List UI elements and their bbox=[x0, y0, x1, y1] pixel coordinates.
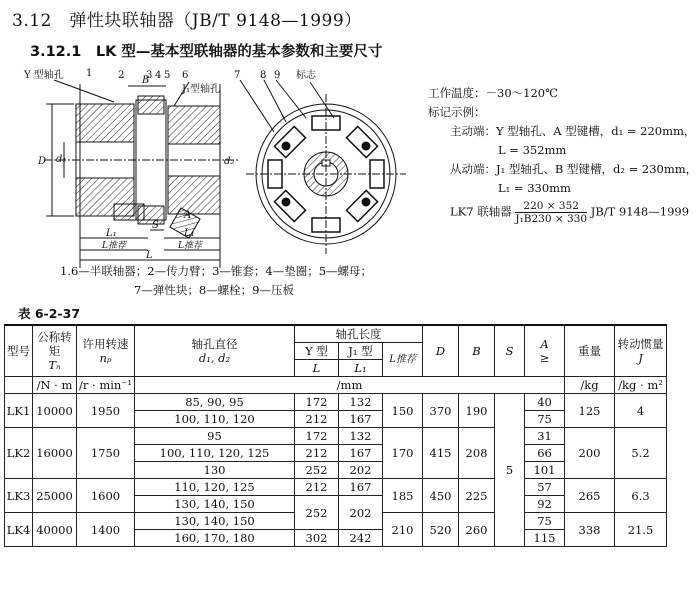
cell-A: 40 bbox=[525, 394, 565, 411]
cell-inertia: 5.2 bbox=[615, 428, 667, 479]
cell-weight: 125 bbox=[565, 394, 615, 428]
cell-speed: 1400 bbox=[77, 513, 135, 547]
cell-L1: 167 bbox=[339, 479, 383, 496]
label-n8: 8 bbox=[260, 70, 267, 81]
cell-torque: 16000 bbox=[33, 428, 77, 479]
cell-weight: 200 bbox=[565, 428, 615, 479]
cell-D: 450 bbox=[423, 479, 459, 513]
cell-L: 212 bbox=[295, 479, 339, 496]
th-A-label: A bbox=[540, 337, 549, 351]
th-speed bbox=[77, 325, 135, 377]
cell-inertia: 6.3 bbox=[615, 479, 667, 513]
cell-D: 370 bbox=[423, 394, 459, 428]
cell-L: 172 bbox=[295, 428, 339, 445]
cell-bore: 110, 120, 125 bbox=[135, 479, 295, 496]
marking-example bbox=[428, 200, 697, 225]
driven-end-2: L₁ = 330mm bbox=[498, 181, 571, 195]
cell-torque: 40000 bbox=[33, 513, 77, 547]
cell-A: 31 bbox=[525, 428, 565, 445]
header-row-1 bbox=[5, 325, 667, 343]
th-j1: J₁ 型 bbox=[339, 343, 383, 360]
th-weight: 重量 bbox=[565, 325, 615, 377]
cell-L1: 202 bbox=[339, 462, 383, 479]
label-j1-hole: J₁型轴孔 bbox=[182, 84, 221, 95]
subsection-heading: 3.12.1 LK 型—基本型联轴器的基本参数和主要尺寸 bbox=[30, 44, 383, 60]
cell-bore: 130, 140, 150 bbox=[135, 513, 295, 530]
th-bore bbox=[135, 325, 295, 377]
cell-bore: 160, 170, 180 bbox=[135, 530, 295, 547]
cell-A: 92 bbox=[525, 496, 565, 513]
cell-Lrec: 150 bbox=[383, 394, 423, 428]
th-A-ge: ≥ bbox=[539, 351, 550, 365]
cell-L1: 132 bbox=[339, 394, 383, 411]
spec-table bbox=[4, 324, 667, 547]
th-bore-symbol: d₁, d₂ bbox=[198, 351, 231, 365]
label-n7: 7 bbox=[234, 70, 241, 81]
th-inertia-label: 转动惯量 bbox=[617, 337, 664, 351]
working-temp: 工作温度：－30～120℃ bbox=[428, 86, 558, 100]
cell-L: 212 bbox=[295, 445, 339, 462]
unit-inertia: /kg · m² bbox=[615, 377, 667, 394]
th-torque-label: 公称转矩 bbox=[37, 330, 72, 358]
cell-weight: 265 bbox=[565, 479, 615, 513]
th-A bbox=[525, 325, 565, 377]
label-n9: 9 bbox=[274, 70, 281, 81]
cell-inertia: 4 bbox=[615, 394, 667, 428]
th-y: Y 型 bbox=[295, 343, 339, 360]
cell-weight: 338 bbox=[565, 513, 615, 547]
label-d1: d₁ bbox=[56, 154, 67, 165]
label-n6: 6 bbox=[182, 70, 189, 81]
front-view bbox=[240, 80, 406, 254]
cell-A: 75 bbox=[525, 411, 565, 428]
cell-A: 101 bbox=[525, 462, 565, 479]
cell-A: 115 bbox=[525, 530, 565, 547]
cell-speed: 1600 bbox=[77, 479, 135, 513]
table-row bbox=[5, 394, 667, 403]
drive-end-2: L = 352mm bbox=[498, 143, 567, 157]
cell-L1: 132 bbox=[339, 428, 383, 445]
cell-A: 66 bbox=[525, 445, 565, 462]
label-L1-right: L₁ bbox=[184, 228, 195, 239]
cell-speed: 1750 bbox=[77, 428, 135, 479]
label-n4: 4 bbox=[155, 70, 162, 81]
cell-L: 252 bbox=[295, 462, 339, 479]
label-L: L bbox=[146, 250, 153, 261]
label-y-hole: Y 型轴孔 bbox=[24, 70, 64, 81]
label-L1-left: L₁ bbox=[106, 228, 117, 239]
table-row bbox=[5, 479, 667, 488]
section-heading: 3.12 弹性块联轴器（JB/T 9148—1999） bbox=[12, 11, 362, 31]
caption-line-1: 1.6—半联轴器；2—传力臂；3—锥套；4—垫圈；5—螺母； bbox=[60, 264, 373, 278]
example-title: 标记示例： bbox=[428, 105, 486, 119]
th-B: B bbox=[459, 325, 495, 377]
driven-end-1: 从动端：J₁ 型轴孔、B 型键槽，d₂ = 230mm， bbox=[450, 162, 697, 176]
cell-bore: 100, 110, 120 bbox=[135, 411, 295, 428]
th-L: L bbox=[295, 360, 339, 377]
th-S: S bbox=[495, 325, 525, 377]
unit-empty bbox=[5, 377, 33, 394]
cell-L1: 242 bbox=[339, 530, 383, 547]
mark-prefix: LK7 联轴器 bbox=[450, 204, 512, 219]
cell-torque: 25000 bbox=[33, 479, 77, 513]
th-model: 型号 bbox=[5, 325, 33, 377]
th-inertia bbox=[615, 325, 667, 377]
cell-model: LK1 bbox=[5, 394, 33, 428]
caption-line-2: 7—弹性块；8—螺栓；9—压板 bbox=[134, 283, 294, 297]
table-row bbox=[5, 428, 667, 437]
drive-end-1: 主动端：Y 型轴孔、A 型键槽，d₁ = 220mm， bbox=[450, 124, 696, 138]
label-n3: 3 bbox=[146, 70, 153, 81]
cell-torque: 10000 bbox=[33, 394, 77, 428]
cell-A: 57 bbox=[525, 479, 565, 496]
cell-L1: 167 bbox=[339, 411, 383, 428]
cell-B: 225 bbox=[459, 479, 495, 513]
th-torque bbox=[33, 325, 77, 377]
th-D: D bbox=[423, 325, 459, 377]
label-D: D bbox=[38, 156, 47, 167]
label-Lrec-left: L推荐 bbox=[102, 241, 126, 251]
cell-L-merged: 252 bbox=[295, 496, 339, 530]
coupling-drawing bbox=[24, 62, 424, 262]
table-label: 表 6-2-37 bbox=[18, 306, 81, 321]
cell-B: 190 bbox=[459, 394, 495, 428]
th-L1: L₁ bbox=[339, 360, 383, 377]
cell-S: 5 bbox=[495, 394, 525, 547]
cell-B: 260 bbox=[459, 513, 495, 547]
cell-Lrec: 170 bbox=[383, 428, 423, 479]
th-length: 轴孔长度 bbox=[295, 325, 423, 343]
th-torque-symbol: Tₙ bbox=[48, 358, 61, 372]
th-bore-label: 轴孔直径 bbox=[191, 337, 238, 351]
th-speed-label: 许用转速 bbox=[82, 337, 129, 351]
unit-row bbox=[5, 377, 667, 394]
th-speed-symbol: nₚ bbox=[99, 351, 112, 365]
cell-model: LK2 bbox=[5, 428, 33, 479]
unit-speed: /r · min⁻¹ bbox=[77, 377, 135, 394]
unit-torque: /N · m bbox=[33, 377, 77, 394]
cell-inertia: 21.5 bbox=[615, 513, 667, 547]
cell-L: 172 bbox=[295, 394, 339, 411]
mark-numerator: 220 × 352 bbox=[515, 200, 587, 213]
cell-bore: 130 bbox=[135, 462, 295, 479]
cell-D: 520 bbox=[423, 513, 459, 547]
th-Lrec: L推荐 bbox=[383, 343, 423, 377]
spec-table-body bbox=[5, 394, 667, 547]
notes-block bbox=[428, 84, 697, 225]
cell-bore: 85, 90, 95 bbox=[135, 394, 295, 411]
label-Lrec-right: L推荐 bbox=[178, 241, 202, 251]
cell-L: 302 bbox=[295, 530, 339, 547]
label-A: A bbox=[184, 210, 192, 221]
label-n5: 5 bbox=[164, 70, 171, 81]
cell-bore: 100, 110, 120, 125 bbox=[135, 445, 295, 462]
cell-speed: 1950 bbox=[77, 394, 135, 428]
cell-A: 75 bbox=[525, 513, 565, 530]
label-B: B bbox=[142, 75, 150, 86]
label-S: S bbox=[152, 220, 159, 231]
cell-Lrec: 210 bbox=[383, 513, 423, 547]
th-inertia-symbol: J bbox=[638, 351, 643, 365]
cell-model: LK3 bbox=[5, 479, 33, 513]
cell-model: LK4 bbox=[5, 513, 33, 547]
cell-bore: 95 bbox=[135, 428, 295, 445]
cell-L: 212 bbox=[295, 411, 339, 428]
cell-L1: 167 bbox=[339, 445, 383, 462]
cell-bore: 130, 140, 150 bbox=[135, 496, 295, 513]
label-mark: 标志 bbox=[296, 70, 316, 81]
label-n1: 1 bbox=[86, 68, 93, 79]
cell-D: 415 bbox=[423, 428, 459, 479]
label-n2: 2 bbox=[118, 70, 125, 81]
mark-denominator: J₁B230 × 330 bbox=[515, 213, 588, 225]
label-d2: d₂ bbox=[224, 156, 235, 167]
cell-B: 208 bbox=[459, 428, 495, 479]
cell-Lrec: 185 bbox=[383, 479, 423, 513]
unit-mm: /mm bbox=[135, 377, 565, 394]
mark-fraction bbox=[515, 200, 587, 225]
side-section-view bbox=[44, 80, 239, 268]
cell-L1-merged: 202 bbox=[339, 496, 383, 530]
unit-kg: /kg bbox=[565, 377, 615, 394]
mark-suffix: JB/T 9148—1999 bbox=[590, 204, 690, 219]
figure-caption bbox=[60, 262, 372, 300]
